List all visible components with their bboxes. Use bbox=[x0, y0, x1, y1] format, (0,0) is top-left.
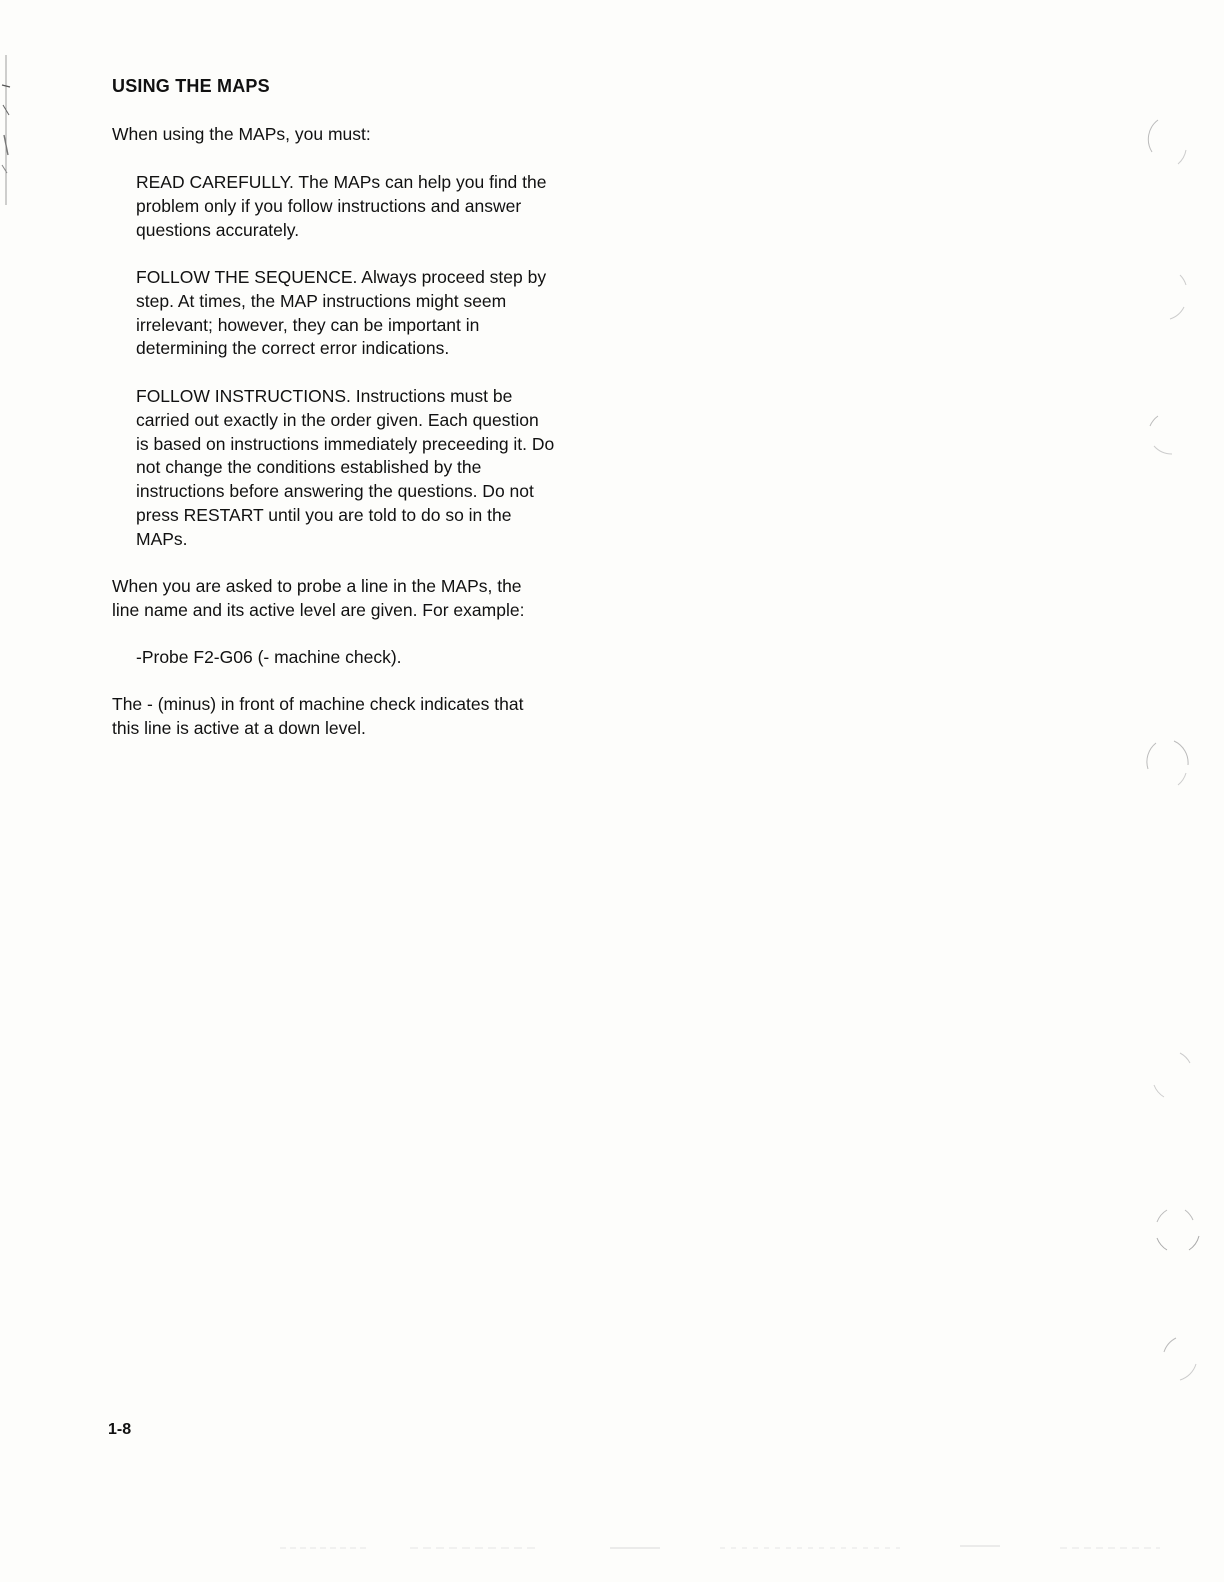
punch-hole-icon bbox=[1138, 735, 1198, 795]
probe-intro-paragraph: When you are asked to probe a line in the MAPs, the line name and its active level are given. For example: bbox=[112, 576, 525, 620]
punch-hole-icon bbox=[1150, 1330, 1210, 1390]
punch-hole-icon bbox=[1140, 112, 1200, 172]
rule-follow-sequence: FOLLOW THE SEQUENCE. Always proceed step by step. At times, the MAP instructions might seem irrelevant; however, they can be important in determining the correct error indications. bbox=[136, 267, 547, 359]
section-heading: USING THE MAPS bbox=[112, 76, 270, 96]
binder-edge-marks bbox=[0, 55, 16, 215]
minus-note-paragraph: The - (minus) in front of machine check indicates that this line is active at a down level. bbox=[112, 694, 524, 738]
scan-edge-marks bbox=[280, 1540, 1180, 1552]
rule-follow-instructions: FOLLOW INSTRUCTIONS. Instructions must be carried out exactly in the order given. Each question is based on instructions immediately preceeding it. Do not change the conditions established by the instructions before answering the questions. Do not press RESTART until you are told to do so in the MAPs. bbox=[136, 386, 555, 549]
rule-read-carefully: READ CAREFULLY. The MAPs can help you find the problem only if you follow instructions and answer questions accurately. bbox=[136, 172, 547, 240]
punch-hole-icon bbox=[1140, 265, 1200, 325]
page-number: 1-8 bbox=[108, 1421, 132, 1438]
punch-hole-icon bbox=[1140, 1045, 1200, 1105]
punch-hole-icon bbox=[1145, 1200, 1205, 1260]
punch-hole-icon bbox=[1138, 402, 1198, 462]
intro-paragraph: When using the MAPs, you must: bbox=[112, 124, 371, 144]
probe-example: -Probe F2-G06 (- machine check). bbox=[136, 647, 402, 667]
